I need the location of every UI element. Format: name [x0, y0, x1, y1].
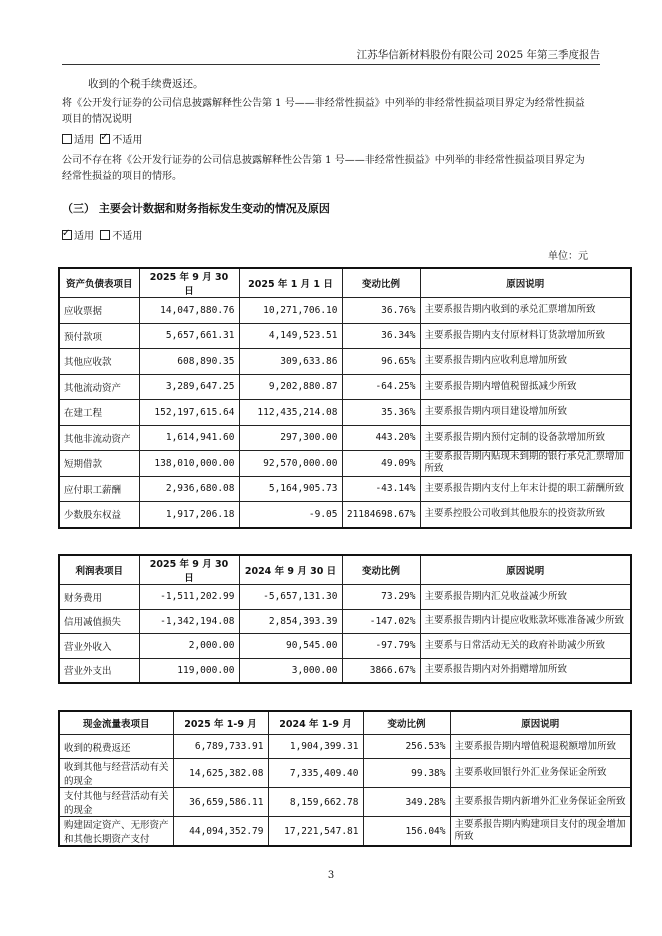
previous-value-cell: 5,164,905.73	[239, 476, 342, 502]
previous-value-cell: 309,633.86	[239, 349, 342, 375]
change-ratio-cell: 256.53%	[363, 735, 450, 759]
col-header-item: 资产负债表项目	[59, 268, 139, 298]
change-ratio-cell: 443.20%	[342, 425, 420, 451]
intro-line-1: 收到的个税手续费返还。	[88, 78, 204, 90]
previous-value-cell: 8,159,662.78	[268, 788, 363, 817]
intro-checkbox-row	[62, 133, 142, 149]
current-value-cell: 1,614,941.60	[139, 425, 239, 451]
checkbox-not-applicable-unchecked[interactable]	[100, 230, 110, 240]
current-value-cell: 14,625,382.08	[173, 759, 268, 788]
previous-value-cell: 10,271,706.10	[239, 298, 342, 324]
current-value-cell: -1,342,194.08	[139, 609, 239, 634]
reason-cell: 主要系报告期内对外捐赠增加所致	[420, 658, 631, 683]
reason-cell: 主要系控股公司收到其他股东的投资款所致	[420, 502, 631, 528]
col-header-current: 2025 年 1-9 月	[173, 711, 268, 735]
col-header-previous: 2025 年 1 月 1 日	[239, 268, 342, 298]
item-cell: 在建工程	[59, 400, 139, 426]
col-header-item: 现金流量表项目	[59, 711, 173, 735]
reason-cell: 主要系收回银行外汇业务保证金所致	[450, 759, 631, 788]
unit-label: 单位：元	[548, 251, 588, 262]
table-header-row	[59, 268, 631, 298]
previous-value-cell: -5,657,131.30	[239, 585, 342, 610]
previous-value-cell: 3,000.00	[239, 658, 342, 683]
checkbox-applicable-checked[interactable]	[62, 230, 72, 240]
current-value-cell: 1,917,206.18	[139, 502, 239, 528]
change-ratio-cell: 73.29%	[342, 585, 420, 610]
reason-cell: 主要系与日常活动无关的政府补助减少所致	[420, 634, 631, 659]
change-ratio-cell: -147.02%	[342, 609, 420, 634]
previous-value-cell: 9,202,880.87	[239, 374, 342, 400]
checkbox-not-applicable-checked[interactable]	[100, 134, 110, 144]
reason-cell: 主要系报告期内应收利息增加所致	[420, 349, 631, 375]
change-ratio-cell: -43.14%	[342, 476, 420, 502]
income-statement-table	[58, 554, 632, 684]
previous-value-cell: 1,904,399.31	[268, 735, 363, 759]
page-number: 3	[327, 870, 335, 881]
header-divider	[62, 64, 600, 65]
table-row	[59, 817, 631, 847]
table-row	[59, 788, 631, 817]
current-value-cell: 608,890.35	[139, 349, 239, 375]
col-header-current: 2025 年 9 月 30 日	[139, 555, 239, 585]
cash-flow-table	[58, 710, 632, 847]
item-cell: 预付款项	[59, 323, 139, 349]
change-ratio-cell: 36.76%	[342, 298, 420, 324]
table-row	[59, 609, 631, 634]
item-cell: 其他应收款	[59, 349, 139, 375]
item-cell: 营业外支出	[59, 658, 139, 683]
current-value-cell: 44,094,352.79	[173, 817, 268, 847]
current-value-cell: 6,789,733.91	[173, 735, 268, 759]
change-ratio-cell: 99.38%	[363, 759, 450, 788]
col-header-change: 变动比例	[342, 268, 420, 298]
reason-cell: 主要系报告期内支付原材料订货款增加所致	[420, 323, 631, 349]
change-ratio-cell: -64.25%	[342, 374, 420, 400]
current-value-cell: 138,010,000.00	[139, 451, 239, 477]
previous-value-cell: 7,335,409.40	[268, 759, 363, 788]
page-header-title: 江苏华信新材料股份有限公司 2025 年第三季度报告	[356, 49, 600, 61]
item-cell: 支付其他与经营活动有关的现金	[59, 788, 173, 817]
col-header-item: 利润表项目	[59, 555, 139, 585]
reason-cell: 主要系报告期内收到的承兑汇票增加所致	[420, 298, 631, 324]
item-cell: 信用减值损失	[59, 609, 139, 634]
change-ratio-cell: -97.79%	[342, 634, 420, 659]
item-cell: 营业外收入	[59, 634, 139, 659]
reason-cell: 主要系报告期内增值税退税额增加所致	[450, 735, 631, 759]
table-row	[59, 451, 631, 477]
intro-line-2: 将《公开发行证券的公司信息披露解释性公告第 1 号——非经常性损益》中列举的非经常性损益项目界定为经常性损益	[62, 98, 585, 109]
reason-cell: 主要系报告期内贴现未到期的银行承兑汇票增加所致	[420, 451, 631, 477]
item-cell: 短期借款	[59, 451, 139, 477]
previous-value-cell: 4,149,523.51	[239, 323, 342, 349]
table-row	[59, 759, 631, 788]
change-ratio-cell: 36.34%	[342, 323, 420, 349]
item-cell: 应付职工薪酬	[59, 476, 139, 502]
col-header-change: 变动比例	[342, 555, 420, 585]
table-header-row	[59, 555, 631, 585]
item-cell: 其他非流动资产	[59, 425, 139, 451]
previous-value-cell: -9.05	[239, 502, 342, 528]
previous-value-cell: 297,300.00	[239, 425, 342, 451]
col-header-previous: 2024 年 9 月 30 日	[239, 555, 342, 585]
item-cell: 少数股东权益	[59, 502, 139, 528]
not-applicable-label: 不适用	[112, 231, 143, 242]
table-row	[59, 658, 631, 683]
intro-line-5: 经常性损益的项目的情形。	[62, 171, 182, 182]
not-applicable-label: 不适用	[112, 135, 143, 146]
change-ratio-cell: 349.28%	[363, 788, 450, 817]
item-cell: 应收票据	[59, 298, 139, 324]
previous-value-cell: 92,570,000.00	[239, 451, 342, 477]
table-row	[59, 400, 631, 426]
item-cell: 收到的税费返还	[59, 735, 173, 759]
current-value-cell: 2,000.00	[139, 634, 239, 659]
table-row	[59, 374, 631, 400]
applicable-label: 适用	[74, 135, 94, 146]
table-row	[59, 476, 631, 502]
reason-cell: 主要系报告期内汇兑收益减少所致	[420, 585, 631, 610]
col-header-previous: 2024 年 1-9 月	[268, 711, 363, 735]
reason-cell: 主要系报告期内预付定制的设备款增加所致	[420, 425, 631, 451]
reason-cell: 主要系报告期内新增外汇业务保证金所致	[450, 788, 631, 817]
previous-value-cell: 2,854,393.39	[239, 609, 342, 634]
change-ratio-cell: 35.36%	[342, 400, 420, 426]
intro-line-3: 项目的情况说明	[62, 114, 132, 125]
reason-cell: 主要系报告期内项目建设增加所致	[420, 400, 631, 426]
col-header-reason: 原因说明	[420, 555, 631, 585]
item-cell: 财务费用	[59, 585, 139, 610]
item-cell: 收到其他与经营活动有关的现金	[59, 759, 173, 788]
table-header-row	[59, 711, 631, 735]
col-header-reason: 原因说明	[450, 711, 631, 735]
applicable-label: 适用	[74, 231, 94, 242]
table-row	[59, 634, 631, 659]
change-ratio-cell: 156.04%	[363, 817, 450, 847]
reason-cell: 主要系报告期内计提应收账款坏账准备减少所致	[420, 609, 631, 634]
previous-value-cell: 17,221,547.81	[268, 817, 363, 847]
current-value-cell: 119,000.00	[139, 658, 239, 683]
intro-line-4: 公司不存在将《公开发行证券的公司信息披露解释性公告第 1 号——非经常性损益》中列举的非经常性损益项目界定为	[62, 155, 585, 166]
item-cell: 其他流动资产	[59, 374, 139, 400]
current-value-cell: 36,659,586.11	[173, 788, 268, 817]
current-value-cell: 2,936,680.08	[139, 476, 239, 502]
checkbox-applicable-unchecked[interactable]	[62, 134, 72, 144]
change-ratio-cell: 96.65%	[342, 349, 420, 375]
previous-value-cell: 112,435,214.08	[239, 400, 342, 426]
table-row	[59, 585, 631, 610]
table-row	[59, 425, 631, 451]
table-row	[59, 735, 631, 759]
table-row	[59, 349, 631, 375]
balance-sheet-table	[58, 267, 632, 529]
current-value-cell: 14,047,880.76	[139, 298, 239, 324]
section-3-checkbox-row	[62, 229, 142, 245]
table-row	[59, 323, 631, 349]
item-cell: 购建固定资产、无形资产和其他长期资产支付	[59, 817, 173, 847]
previous-value-cell: 90,545.00	[239, 634, 342, 659]
reason-cell: 主要系报告期内购建项目支付的现金增加所致	[450, 817, 631, 847]
change-ratio-cell: 21184698.67%	[342, 502, 420, 528]
reason-cell: 主要系报告期内支付上年末计提的职工薪酬所致	[420, 476, 631, 502]
table-row	[59, 502, 631, 528]
change-ratio-cell: 3866.67%	[342, 658, 420, 683]
reason-cell: 主要系报告期内增值税留抵减少所致	[420, 374, 631, 400]
col-header-change: 变动比例	[363, 711, 450, 735]
change-ratio-cell: 49.09%	[342, 451, 420, 477]
table-row	[59, 298, 631, 324]
current-value-cell: 152,197,615.64	[139, 400, 239, 426]
col-header-current: 2025 年 9 月 30 日	[139, 268, 239, 298]
current-value-cell: -1,511,202.99	[139, 585, 239, 610]
section-3-title: （三） 主要会计数据和财务指标发生变动的情况及原因	[62, 202, 330, 215]
col-header-reason: 原因说明	[420, 268, 631, 298]
current-value-cell: 3,289,647.25	[139, 374, 239, 400]
current-value-cell: 5,657,661.31	[139, 323, 239, 349]
